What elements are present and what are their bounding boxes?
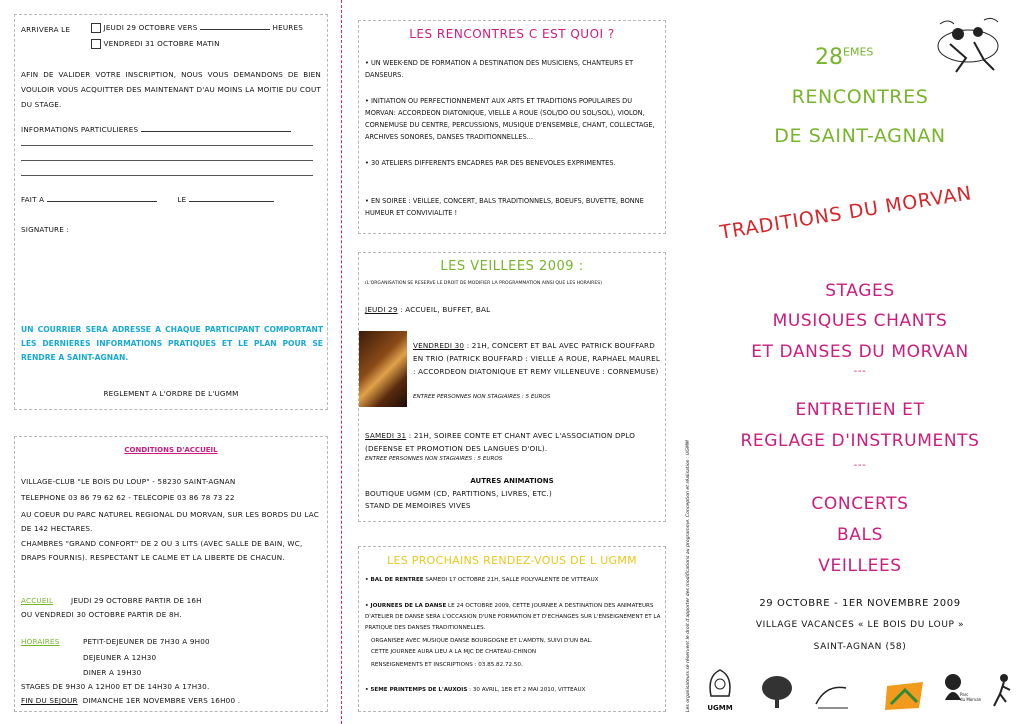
prochain-2-sub-2: CETTE JOURNEE AURA LIEU A LA MJC DE CHATEAU-CHINON [371,649,537,655]
dancers-illustration [928,14,1008,76]
reglement-text: REGLEMENT A L'ORDRE DE L'UGMM [103,389,239,398]
veillees-note: (L'ORGANISATION SE RESERVE LE DROIT DE MODIFIER LA PROGRAMMATION AINSI QUE LES HORAIRES) [365,281,602,286]
concerts-label: CONCERTS [811,494,909,514]
parc-morvan-text: Parc du Morvan [960,692,982,702]
stages-hours: STAGES DE 9H30 A 12H00 ET DE 14H30 A 17H30. [21,682,210,691]
horaires-label: HORAIRES [21,637,60,646]
tree-logo-icon [760,672,794,712]
stages-line-3: ET DANSES DU MORVAN [751,342,969,362]
accueil-line-2: OU VENDREDI 30 OCTOBRE PARTIR DE 8H. [21,610,182,619]
prochain-3: • 5EME PRINTEMPS DE L'AUXOIS : 30 AVRIL, 1ER ET 2 MAI 2010, VITTEAUX [365,687,586,693]
rencontres-title: LES RENCONTRES C EST QUOI ? [409,27,615,41]
info-label: INFORMATIONS PARTICULIERES [21,125,291,134]
autres-title: AUTRES ANIMATIONS [470,477,554,485]
info-line[interactable] [21,175,313,176]
title-rencontres: RENCONTRES [791,86,929,108]
bals-label: BALS [837,525,883,545]
vertical-disclaimer: Les organisateurs se réservent le droit d'apporter des modifications au programme. Conception et réalisation : UGMM [686,440,691,712]
arrival-option-1[interactable] [91,23,303,33]
checkbox-jeudi[interactable] [91,23,101,33]
courrier-notice: UN COURRIER SERA ADRESSE A CHAQUE PARTICIPANT COMPORTANT LES DERNIERES INFORMATIONS PRATIQUES ET LE PLAN POUR SE RENDRE A SAINT-AGNAN. [21,325,323,362]
prochain-2-sub-1: ORGANISEE AVEC MUSIQUE DANSE BOURGOGNE ET L'AMDTN, SUIVI D'UN BAL. [371,638,593,644]
vendredi-entry: VENDREDI 30 : 21H, CONCERT ET BAL AVEC PATRICK BOUFFARD EN TRIO (PATRICK BOUFFARD : VIELLE A ROUE, RAPHAEL MAUREL : ACCORDEON DIATONIQUE ET REMY VILLENEUVE : CORNEMUSE) [413,341,661,376]
arrival-option-2[interactable] [91,39,220,49]
event-place: SAINT-AGNAN (58) [813,642,907,652]
option-2-label: VENDREDI 31 OCTOBRE MATIN [103,39,220,48]
prochain-2-sub-3: RENSEIGNEMENTS ET INSCRIPTIONS : 03.85.82.72.50. [371,662,523,668]
veillees-title: LES VEILLEES 2009 : [440,259,584,274]
stages-line-2: MUSIQUES CHANTS [772,311,948,331]
prochain-2: • JOURNEES DE LA DANSE LE 24 OCTOBRE 2009, CETTE JOURNEE A DESTINATION DES ANIMATEURS D'ATELIER DE DANSE SERA L'OCCASION D'UNE FORMATION ET D'ECHANGES SUR L'ENSEIGNEMENT ET LA PRATIQUE DES DANSES TRADITIONNELLES. [365,603,661,631]
info-line[interactable] [21,160,313,161]
fait-a-field[interactable]: FAIT A LE [21,195,274,204]
event-dates: 29 OCTOBRE - 1ER NOVEMBRE 2009 [759,598,961,609]
option-1-suffix: HEURES [272,23,303,32]
title-saint-agnan: DE SAINT-AGNAN [774,125,946,147]
event-village: VILLAGE VACANCES « LE BOIS DU LOUP » [755,620,965,630]
info-line[interactable] [21,145,313,146]
fin-sejour: FIN DU SEJOUR DIMANCHE 1ER NOVEMBRE VERS 16H00 . [21,696,241,705]
accueil-label: ACCUEIL [21,596,54,605]
veillees-box [358,252,666,522]
autres-2: STAND DE MEMOIRES VIVES [365,501,471,510]
conditions-box [14,436,328,712]
chambres-text: CHAMBRES "GRAND CONFORT" DE 2 OU 3 LITS (AVEC SALLE DE BAIN, WC, DRAPS FOURNIS). RESPECTANT LE CALME ET LA LIBERTE DE CHACUN. [21,539,303,562]
samedi-entry: SAMEDI 31 : 21H, SOIREE CONTE ET CHANT AVEC L'ASSOCIATION DPLO (DEFENSE ET PROMOTION DES LANGUES D'OIL). [365,431,636,453]
prochain-1: • BAL DE RENTREE SAMEDI 17 OCTOBRE 21H, SALLE POLYVALENTE DE VITTEAUX [365,577,599,583]
concert-photo [359,331,407,407]
autres-1: BOUTIQUE UGMM (CD, PARTITIONS, LIVRES, ETC.) [365,489,552,498]
departement-logo-icon [885,682,925,712]
entretien-line-1: ENTRETIEN ET [795,400,925,420]
entretien-line-2: REGLAGE D'INSTRUMENTS [740,431,980,451]
ugmm-logo-icon [705,666,735,700]
validation-text: AFIN DE VALIDER VOTRE INSCRIPTION, NOUS VOUS DEMANDONS DE BIEN VOULOIR VOUS ACQUITTER DES MAINTENANT D'AU MOINS LA MOITIE DU COUT DU STAGE. [21,70,321,109]
region-logo-icon [812,678,852,712]
accueil-line-1: JEUDI 29 OCTOBRE PARTIR DE 16H [71,596,202,605]
signature-label: SIGNATURE : [21,225,70,234]
checkbox-vendredi[interactable] [91,39,101,49]
fold-line-left [341,0,342,724]
option-1-label: JEUDI 29 OCTOBRE VERS [103,23,198,32]
jeudi-entry: JEUDI 29 : ACCUEIL, BUFFET, BAL [365,305,491,314]
bullet-1: • UN WEEK-END DE FORMATION A DESTINATION DES MUSICIENS, CHANTEURS ET DANSEURS. [365,59,634,79]
prochains-title: LES PROCHAINS RENDEZ-VOUS DE L UGMM [387,554,637,567]
bullet-2: • INITIATION OU PERFECTIONNEMENT AUX ARTS ET TRADITIONS POPULAIRES DU MORVAN: ACCORDEON DIATONIQUE, VIELLE A ROUE (SOL/DO OU SOL/SOL), VIOLON, CORNEMUSE DU CENTRE, PERCUSSIONS, MUSIQUE D'ENSEMBLE, CHANT, COLLECTAGE, ARCHIVES SONORES, DANSES TRADITIONNELLES... [365,97,655,141]
samedi-entree: ENTREE PERSONNES NON STAGIAIRES : 5 EUROS [365,456,503,462]
bullet-4: • EN SOIREE : VEILLEE, CONCERT, BALS TRADITIONNELS, BOEUFS, BUVETTE, BONNE HUMEUR ET CONVIVIALITE ! [365,197,644,217]
edition-number: 28EMES [815,45,874,70]
prochains-box [358,546,666,712]
separator-2: --- [853,460,867,471]
bullet-3: • 30 ATELIERS DIFFERENTS ENCADRES PAR DES BENEVOLES EXPRIMENTES. [365,159,616,167]
registration-form [14,14,328,410]
logo-ugmm: UGMM [700,666,740,716]
horaire-3: DINER A 19H30 [83,668,142,677]
conditions-title: CONDITIONS D'ACCUEIL [124,446,218,454]
horaire-2: DEJEUNER A 12H30 [83,653,157,662]
traditions-title: TRADITIONS DU MORVAN [718,182,974,244]
runner-logo-icon [990,672,1014,712]
phone-line: TELEPHONE 03 86 79 62 62 - TELECOPIE 03 86 78 73 22 [21,493,235,502]
arrival-label: ARRIVERA LE [21,25,71,34]
veillees-label: VEILLEES [818,556,902,576]
separator-1: --- [853,366,867,377]
stages-line-1: STAGES [825,281,895,301]
vendredi-entree: ENTREE PERSONNES NON STAGIAIRES : 5 EUROS [413,394,551,400]
horaire-1: PETIT-DEJEUNER DE 7H30 A 9H00 [83,637,210,646]
rencontres-box [358,20,666,234]
village-address: VILLAGE-CLUB "LE BOIS DU LOUP" - 58230 SAINT-AGNAN [21,477,236,486]
parc-text: AU COEUR DU PARC NATUREL REGIONAL DU MORVAN, SUR LES BORDS DU LAC DE 142 HECTARES. [21,510,319,533]
